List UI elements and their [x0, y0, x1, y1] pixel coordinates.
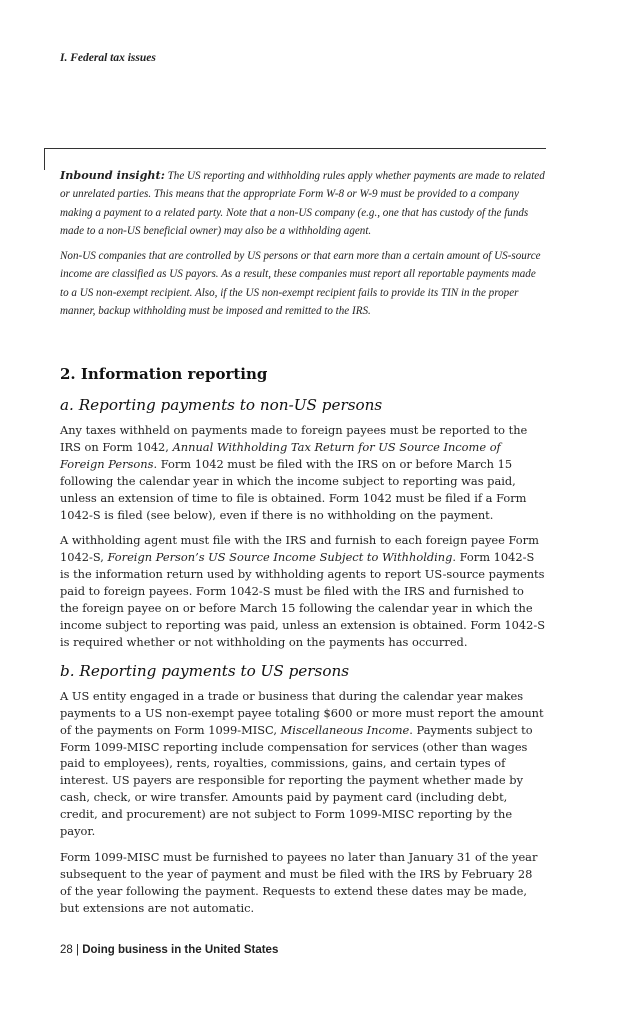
- subsection-a-paragraph-1: [60, 422, 546, 523]
- subsection-b-heading: b. Reporting payments to US persons: [60, 661, 350, 680]
- text-run: . Payments subject to Form 1099-MISC reporting include compensation for services (other than wages paid to employees), rents, royalties, commissions, gains, and certain types of interest. US payers are responsible for reporting the payment whether made by cash, check, or wire transfer. Amounts paid by payment card (including debt, credit, and procurement) are not subject to Form 1099-MISC reporting by the payor.: [60, 722, 533, 839]
- footer-separator: |: [72, 944, 83, 956]
- insight-top-rule: [44, 148, 546, 149]
- form-title-italic: Foreign Person’s US Source Income Subject to Withholding: [107, 550, 453, 565]
- insight-paragraph-2: Non-US companies that are controlled by US persons or that earn more than a certain amount of US-source income are classified as US payors. As a result, these companies must report all reportable payments made to a US non-exempt recipient. Also, if the US non-exempt recipient fails to provide its TIN in the proper manner, backup withholding must be imposed and remitted to the IRS.: [60, 250, 541, 318]
- text-run: A US entity engaged in a trade or business that during the calendar year makes payments to a US non-exempt payee totaling $600 or more must report the amount of the payments on Form 1099-MISC,: [60, 688, 544, 737]
- subsection-b-paragraph-2: Form 1099-MISC must be furnished to payees no later than January 31 of the year subsequent to the year of payment and must be filed with the IRS by February 28 of the year following the payment. Requests to extend these dates may be made, but extensions are not automatic.: [60, 849, 538, 915]
- main-content: [60, 362, 546, 926]
- subsection-a-paragraph-2: [60, 532, 546, 650]
- publication-title: Doing business in the United States: [82, 944, 279, 956]
- page-footer: [60, 944, 278, 956]
- text-run: . Form 1042-S is the information return used by withholding agents to report US-source payments paid to foreign payees. Form 1042-S must be filed with the IRS and furnished to the foreign payee on or before March 15 following the calendar year in which the income subject to reporting was paid, unless an extension is obtained. Form 1042-S is required whether or not withholding on the payments has occurred.: [60, 550, 546, 649]
- section-heading: 2. Information reporting: [60, 365, 268, 383]
- subsection-a-heading: a. Reporting payments to non-US persons: [60, 396, 383, 414]
- running-header: I. Federal tax issues: [60, 52, 156, 64]
- text-run: . Form 1042 must be filed with the IRS on or before March 15 following the calendar year in which the income subject to reporting was paid, unless an extension of time to file is obtained. Form 1042 must be filed if a Form 1042-S is filed (see below), even if there is no withholding on the payment.: [60, 456, 527, 522]
- form-title-italic: Miscellaneous Income: [280, 722, 410, 737]
- inbound-insight-box: [60, 166, 546, 327]
- subsection-b-paragraph-1: [60, 688, 546, 840]
- page-number: 28: [60, 944, 73, 956]
- form-title-italic: Annual Withholding Tax Return for US Source Income of Foreign Persons: [60, 439, 501, 471]
- insight-left-rule: [44, 148, 45, 170]
- insight-paragraph-1: [60, 166, 546, 240]
- text-run: A withholding agent must file with the IRS and furnish to each foreign payee Form 1042-S,: [60, 533, 539, 565]
- insight-paragraph-1-text: The US reporting and withholding rules apply whether payments are made to related or unrelated parties. This means that the appropriate Form W-8 or W-9 must be provided to a company making a payment to a related party. Note that a non-US company (e.g., one that has custody of the funds made to a non-US beneficial owner) may also be a withholding agent.: [60, 170, 545, 237]
- text-run: Any taxes withheld on payments made to foreign payees must be reported to the IRS on Form 1042,: [60, 423, 528, 454]
- insight-lead: Inbound insight:: [60, 168, 165, 182]
